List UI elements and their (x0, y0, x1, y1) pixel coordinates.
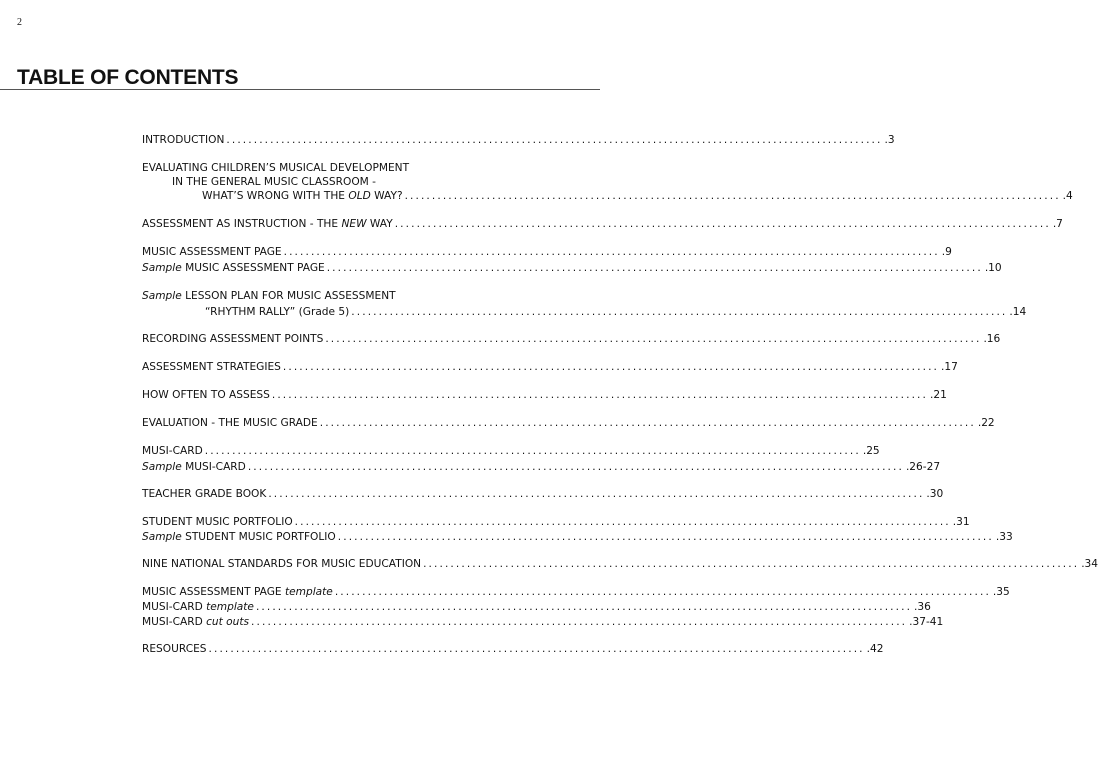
toc-page-number: .35 (992, 586, 1010, 598)
toc-page-number: .31 (952, 516, 970, 528)
toc-entry-text: STUDENT MUSIC PORTFOLIO (142, 516, 293, 528)
toc-entry[interactable] (142, 388, 947, 403)
toc-page-number: .25 (862, 445, 880, 457)
toc-entry-title (142, 261, 325, 276)
toc-entry-text: NINE NATIONAL STANDARDS FOR MUSIC EDUCATION (142, 558, 422, 570)
toc-entry[interactable] (142, 133, 895, 148)
toc-entry-text: MUSIC ASSESSMENT PAGE (142, 246, 282, 258)
toc-entry[interactable] (142, 530, 1013, 545)
toc-entry-text: cut outs (206, 616, 250, 628)
toc-entry-text: Sample (142, 461, 182, 473)
toc-entry-title (142, 530, 336, 545)
toc-entry[interactable] (172, 175, 489, 190)
toc-page-number: .9 (941, 246, 952, 258)
toc-page-number: .36 (914, 601, 931, 613)
toc-entry-title (172, 175, 376, 190)
dot-leader: ........................................................................................................................ (247, 461, 904, 473)
toc-entry-text: template (206, 601, 254, 613)
toc-entry[interactable] (142, 487, 944, 502)
toc-entry[interactable] (142, 460, 941, 475)
toc-entry[interactable] (142, 360, 958, 375)
toc-page-number: .4 (1062, 190, 1073, 202)
dot-leader: ........................................................................................................................ (282, 361, 939, 373)
toc-entry-title (205, 305, 349, 320)
toc-entry-text: “RHYTHM RALLY” (Grade 5) (205, 306, 350, 318)
toc-entry-title (142, 585, 333, 600)
toc-entry-title (142, 615, 249, 630)
toc-entry-text: LESSON PLAN FOR MUSIC ASSESSMENT (181, 290, 396, 302)
toc-entry-text: EVALUATING CHILDREN’S MUSICAL DEVELOPMENT (142, 162, 410, 174)
toc-entry[interactable] (142, 557, 1098, 572)
toc-page-number: .16 (983, 333, 1001, 345)
toc-entry-text: WAY (366, 218, 393, 230)
toc-entry-text: Sample (142, 531, 182, 543)
toc-entry-title (142, 460, 246, 475)
toc-entry[interactable] (142, 642, 884, 657)
toc-entry[interactable] (142, 444, 880, 459)
toc-page-number: .3 (884, 134, 895, 146)
dot-leader: ........................................................................................................................ (319, 417, 976, 429)
toc-entry-title (142, 245, 282, 260)
toc-entry-text: MUSI-CARD (142, 445, 203, 457)
toc-entry[interactable] (142, 585, 1010, 600)
toc-page-number: .33 (995, 531, 1013, 543)
toc-page-number: .22 (977, 417, 995, 429)
toc-entry-title (142, 332, 323, 347)
toc-page-number: .7 (1052, 218, 1063, 230)
dot-leader: ........................................................................................................................ (271, 389, 928, 401)
toc-entry-title (142, 133, 224, 148)
toc-entry-text: TEACHER GRADE BOOK (142, 488, 267, 500)
toc-entry[interactable] (205, 305, 1027, 320)
toc-entry[interactable] (142, 261, 1002, 276)
dot-leader: ........................................................................................................................ (334, 586, 991, 598)
toc-entry-text: WHAT’S WRONG WITH THE (202, 190, 349, 202)
toc-page-number: .14 (1009, 306, 1027, 318)
toc-entry-text: Sample (142, 262, 182, 274)
toc-page-number: .21 (929, 389, 947, 401)
toc-entry-title (142, 642, 207, 657)
page-number: 2 (17, 17, 22, 28)
toc-entry-title (142, 487, 266, 502)
toc-entry-title (142, 388, 270, 403)
toc-entry-text: WAY? (370, 190, 403, 202)
toc-entry-text: ASSESSMENT STRATEGIES (142, 361, 281, 373)
toc-page-number: .17 (941, 361, 958, 373)
toc-entry-text: RESOURCES (142, 643, 207, 655)
toc-entry[interactable] (142, 245, 952, 260)
toc-entry-text: MUSI-CARD (142, 601, 207, 613)
toc-entry-text: IN THE GENERAL MUSIC CLASSROOM - (172, 176, 376, 188)
toc-entry[interactable] (142, 332, 1001, 347)
toc-page-number: .34 (1081, 558, 1098, 570)
dot-leader: ........................................................................................................................ (204, 445, 861, 457)
dot-leader: ........................................................................................................................ (226, 134, 883, 146)
toc-entry-title (142, 360, 281, 375)
dot-leader: ........................................................................................................................ (337, 531, 994, 543)
dot-leader: ........................................................................................................................ (283, 246, 940, 258)
toc-entry-text: Sample (142, 290, 182, 302)
toc-entry-text: INTRODUCTION (142, 134, 225, 146)
toc-entry[interactable] (142, 416, 995, 431)
dot-leader: ........................................................................................................................ (394, 218, 1051, 230)
dot-leader: ........................................................................................................................ (326, 262, 983, 274)
toc-entry[interactable] (142, 289, 489, 304)
toc-entry-text: HOW OFTEN TO ASSESS (142, 389, 270, 401)
toc-entry-title (142, 289, 396, 304)
toc-page-number: .42 (866, 643, 884, 655)
toc-page-number: .30 (926, 488, 944, 500)
toc-page-number: .26-27 (905, 461, 941, 473)
toc-page-number: .10 (984, 262, 1002, 274)
title-rule (0, 89, 600, 90)
toc-entry-title (142, 557, 421, 572)
dot-leader: ........................................................................................................................ (423, 558, 1080, 570)
toc-entry-text: MUSIC ASSESSMENT PAGE (181, 262, 325, 274)
toc-entry-text: ASSESSMENT AS INSTRUCTION - THE (142, 218, 342, 230)
toc-entry[interactable] (142, 161, 489, 176)
toc-page-number: .37-41 (909, 616, 944, 628)
toc-entry-text: STUDENT MUSIC PORTFOLIO (181, 531, 336, 543)
toc-entry-text: MUSI-CARD (142, 616, 207, 628)
toc-entry[interactable] (142, 217, 1063, 232)
toc-entry[interactable] (142, 615, 944, 630)
toc-entry-title (142, 444, 203, 459)
dot-leader: ........................................................................................................................ (268, 488, 925, 500)
toc-entry-title (142, 600, 254, 615)
toc-entry[interactable] (202, 189, 1073, 204)
toc-entry-title (142, 416, 318, 431)
dot-leader: ........................................................................................................................ (255, 601, 913, 613)
toc-entry-title (142, 217, 393, 232)
toc-entry[interactable] (142, 515, 970, 530)
dot-leader: ........................................................................................................................ (251, 616, 908, 628)
toc-entry-title (142, 515, 293, 530)
toc-entry-title (202, 189, 403, 204)
toc-entry-text: RECORDING ASSESSMENT POINTS (142, 333, 324, 345)
dot-leader: ........................................................................................................................ (325, 333, 982, 345)
dot-leader: ........................................................................................................................ (208, 643, 865, 655)
dot-leader: ........................................................................................................................ (294, 516, 951, 528)
toc-entry-text: OLD (348, 190, 371, 202)
page-title: TABLE OF CONTENTS (17, 66, 239, 89)
toc-entry-text: MUSI-CARD (181, 461, 246, 473)
toc-entry-text: template (284, 586, 333, 598)
toc-entry[interactable] (142, 600, 931, 615)
toc-entry-text: NEW (341, 218, 367, 230)
dot-leader: ........................................................................................................................ (404, 190, 1061, 202)
dot-leader: ........................................................................................................................ (351, 306, 1008, 318)
toc-entry-text: MUSIC ASSESSMENT PAGE (142, 586, 285, 598)
toc-entry-title (142, 161, 409, 176)
toc-entry-text: EVALUATION - THE MUSIC GRADE (142, 417, 318, 429)
